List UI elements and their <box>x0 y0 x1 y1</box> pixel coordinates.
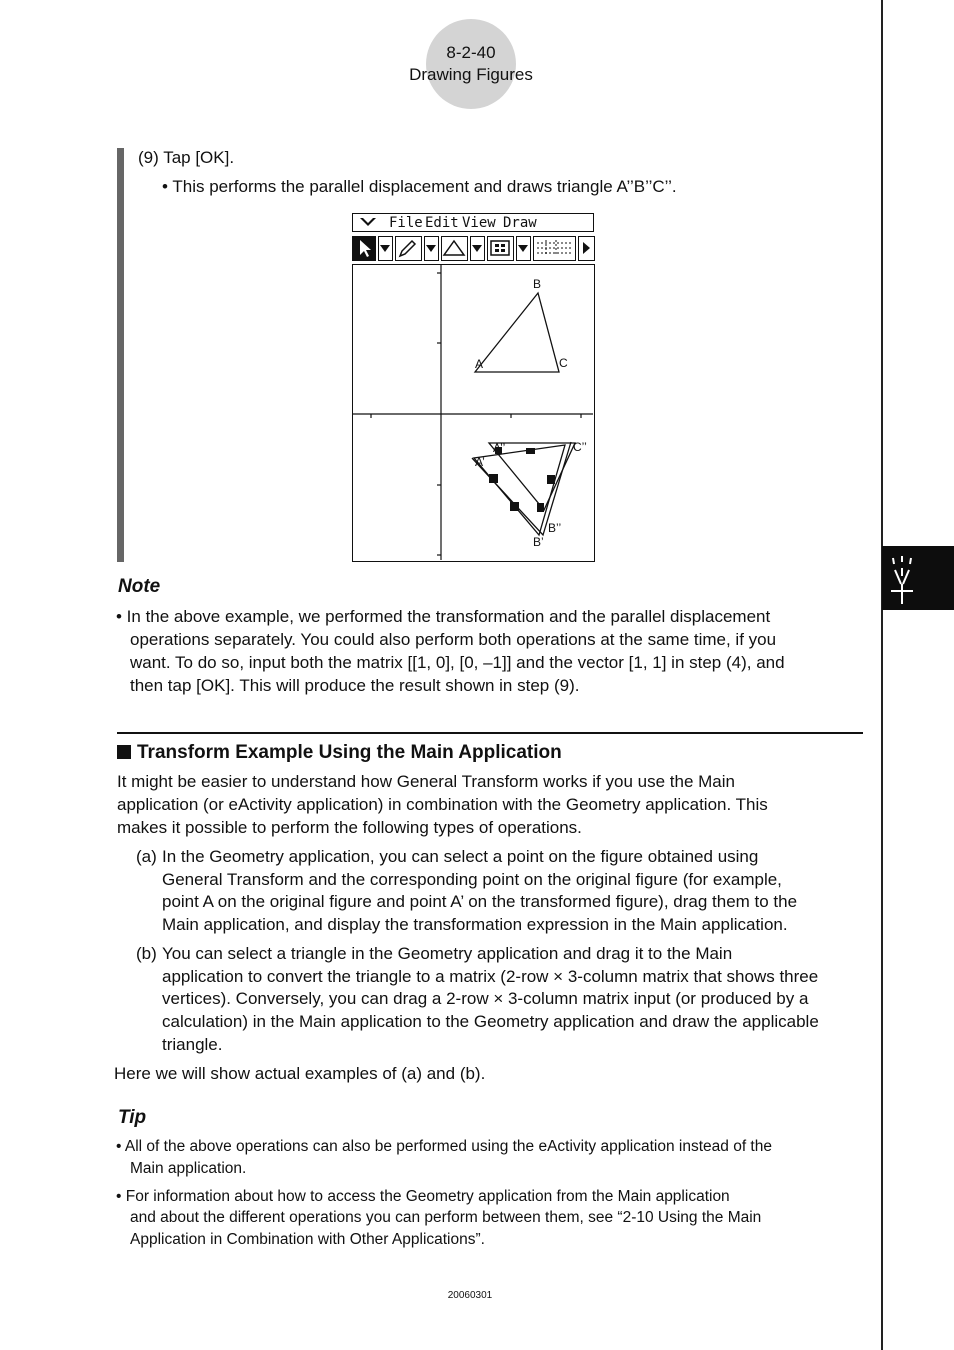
section-heading-text: Transform Example Using the Main Application <box>137 742 562 763</box>
page-number: 8-2-40 <box>446 43 496 62</box>
menu-bar <box>352 213 594 232</box>
menu-chevron-icon[interactable] <box>359 214 377 236</box>
note-line-4: then tap [OK]. This will produce the result shown in step (9). <box>130 676 580 695</box>
geometry-graph-window[interactable] <box>352 264 595 562</box>
point-label-b2: B’’ <box>548 521 562 535</box>
geometry-canvas <box>353 265 593 560</box>
measure-grid-icon <box>534 237 574 259</box>
step-marker-bar <box>117 148 124 562</box>
item-b-line-4: calculation) in the Main application to the Geometry application and draw the applicable <box>162 1012 819 1031</box>
triangle-right-icon <box>579 237 593 259</box>
toolbar-scroll-button[interactable] <box>578 236 595 261</box>
menu-view[interactable]: View <box>462 215 496 231</box>
item-b-label: (b) <box>136 944 157 963</box>
point-label-b: B <box>533 277 542 291</box>
step-label: (9) Tap [OK]. <box>138 148 235 167</box>
menu-draw[interactable]: Draw <box>503 215 537 231</box>
pen-icon <box>396 237 420 259</box>
intro-line-1: It might be easier to understand how General Transform works if you use the Main <box>117 772 735 791</box>
section-divider <box>117 732 863 734</box>
note-line-3: want. To do so, input both the matrix [[1, 0], [0, –1]] and the vector [1, 1] in step (4), and <box>130 653 785 672</box>
menu-file[interactable]: File <box>389 215 423 231</box>
measure-tool-button[interactable] <box>533 236 576 261</box>
point-label-a1: A’ <box>475 455 485 469</box>
shape-tool-dropdown[interactable] <box>470 236 485 261</box>
tip-1-line-1: • All of the above operations can also be performed using the eActivity application instead of the <box>116 1138 772 1155</box>
grid-view-icon <box>488 237 512 259</box>
pen-tool-button[interactable] <box>395 236 422 261</box>
triangle-down-icon <box>517 237 529 259</box>
select-tool-button[interactable] <box>352 236 376 261</box>
menu-edit[interactable]: Edit <box>425 215 459 231</box>
note-heading: Note <box>118 576 161 597</box>
pen-tool-dropdown[interactable] <box>424 236 439 261</box>
footer-code: 20060301 <box>447 1290 493 1301</box>
note-line-2: operations separately. You could also perform both operations at the same time, if you <box>130 630 777 649</box>
pointer-icon <box>353 237 375 259</box>
point-label-b1: B’ <box>533 535 544 549</box>
item-a-label: (a) <box>136 847 157 866</box>
chapter-tab <box>882 546 954 610</box>
item-b-line-3: vertices). Conversely, you can drag a 2-row × 3-column matrix input (or produced by a <box>162 989 809 1008</box>
point-label-a: A <box>475 357 484 371</box>
point-label-c2: C’’ <box>573 440 587 454</box>
item-b-line-5: triangle. <box>162 1035 223 1054</box>
point-label-c: C <box>559 356 568 370</box>
triangle-down-icon <box>425 237 437 259</box>
select-tool-dropdown[interactable] <box>378 236 393 261</box>
item-b-line-1: You can select a triangle in the Geometry application and drag it to the Main <box>162 944 733 963</box>
tip-1-line-2: Main application. <box>130 1160 247 1177</box>
item-b-line-2: application to convert the triangle to a matrix (2-row × 3-column matrix that shows three <box>162 967 819 986</box>
triangle-icon <box>442 237 466 259</box>
tip-2-line-3: Application in Combination with Other Applications”. <box>130 1231 485 1248</box>
tip-heading: Tip <box>118 1107 147 1128</box>
toolbar <box>352 236 595 261</box>
item-a-line-2: General Transform and the corresponding point on the original figure (for example, <box>162 870 782 889</box>
view-tool-dropdown[interactable] <box>516 236 531 261</box>
section-title: Drawing Figures <box>409 65 533 84</box>
item-a-line-1: In the Geometry application, you can select a point on the figure obtained using <box>162 847 759 866</box>
intro-line-3: makes it possible to perform the following types of operations. <box>117 818 582 837</box>
outro-text: Here we will show actual examples of (a) and (b). <box>114 1064 486 1083</box>
step-bullet: • This performs the parallel displacement and draws triangle A’’B’’C’’. <box>162 177 677 196</box>
point-label-a2: A’’ <box>493 441 506 455</box>
intro-line-2: application (or eActivity application) in combination with the Geometry application. This <box>117 795 768 814</box>
geometry-chapter-icon <box>882 546 954 610</box>
item-a-line-4: Main application, and display the transformation expression in the Main application. <box>162 915 788 934</box>
triangle-down-icon <box>379 237 391 259</box>
shape-tool-button[interactable] <box>441 236 468 261</box>
margin-rule <box>881 0 883 1350</box>
tip-2-line-2: and about the different operations you can perform between them, see “2-10 Using the Main <box>130 1209 762 1226</box>
square-bullet-icon <box>117 745 131 759</box>
item-a-line-3: point A on the original figure and point A’ on the transformed figure), drag them to the <box>162 892 798 911</box>
section-heading <box>117 742 562 764</box>
triangle-down-icon <box>471 237 483 259</box>
tip-2-line-1: • For information about how to access the Geometry application from the Main application <box>116 1188 730 1205</box>
header-circle <box>426 19 516 109</box>
note-line-1: • In the above example, we performed the transformation and the parallel displacement <box>116 607 771 626</box>
view-tool-button[interactable] <box>487 236 514 261</box>
